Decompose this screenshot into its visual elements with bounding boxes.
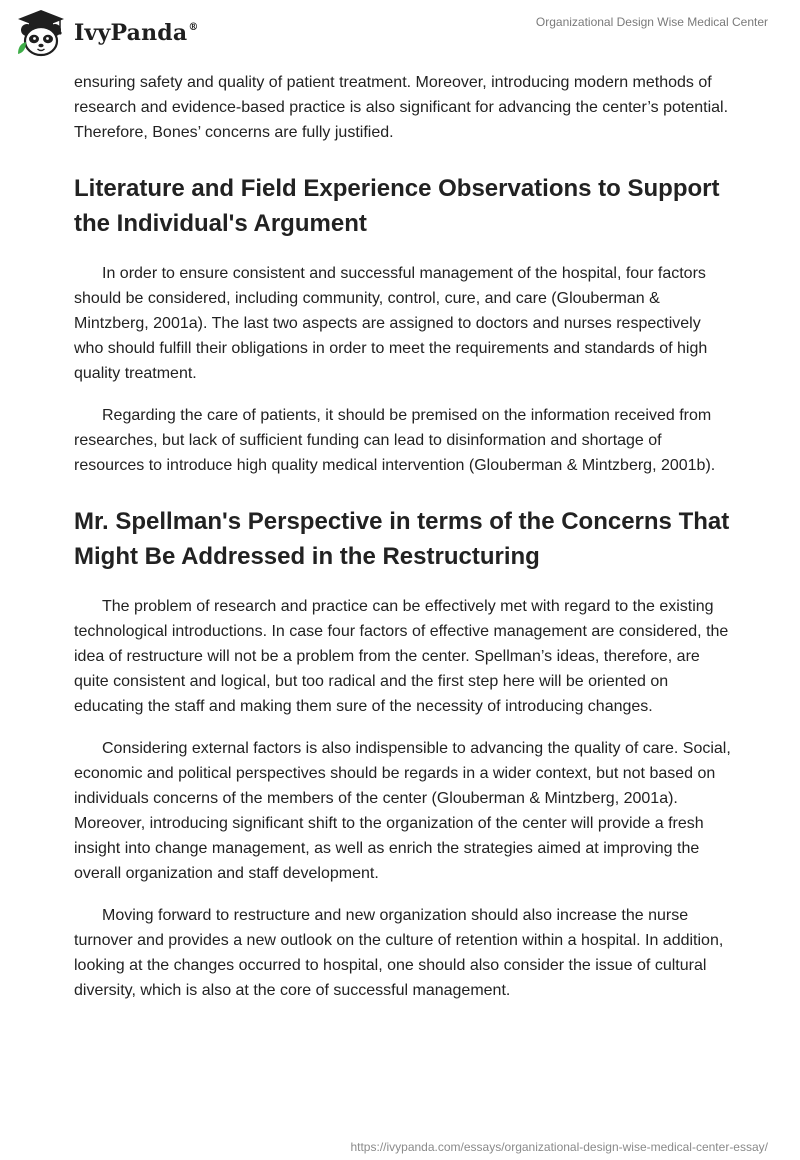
page-header <box>0 0 800 70</box>
document-title: Organizational Design Wise Medical Center <box>535 15 768 29</box>
brand-name: IvyPanda® <box>74 20 199 46</box>
source-url-link[interactable]: https://ivypanda.com/essays/organizational-design-wise-medical-center-essay/ <box>350 1140 768 1154</box>
logo[interactable] <box>14 8 199 58</box>
paragraph: The problem of research and practice can be effectively met with regard to the existing technological introductions. In case four factors of effective management are considered, the idea of restructure will not be a problem from the center. Spellman’s ideas, therefore, are quite consistent and logical, but too radical and the first step here will be oriented on educating the staff and making them sure of the necessity of introducing changes. <box>74 598 729 715</box>
paragraph: Regarding the care of patients, it should be premised on the information received from researches, but lack of sufficient funding can lead to disinformation and shortage of resources to introduce high quality medical intervention (Glouberman & Mintzberg, 2001b). <box>74 407 716 474</box>
intro-paragraph: ensuring safety and quality of patient treatment. Moreover, introducing modern methods of research and evidence-based practice is also significant for advancing the center’s potential. Therefore, Bones’ concerns are fully justified. <box>74 74 729 141</box>
section-heading-spellman: Mr. Spellman's Perspective in terms of the Concerns That Might Be Addressed in the Restructuring <box>74 508 730 570</box>
paragraph: Moving forward to restructure and new organization should also increase the nurse turnover and provides a new outlook on the culture of retention within a hospital. In addition, looking at the changes occurred to hospital, one should also consider the issue of cultural diversity, which is also at the core of successful management. <box>74 907 724 999</box>
section-heading-literature: Literature and Field Experience Observations to Support the Individual's Argument <box>74 175 720 237</box>
essay-content <box>74 70 734 1020</box>
paragraph: In order to ensure consistent and successful management of the hospital, four factors should be considered, including community, control, cure, and care (Glouberman & Mintzberg, 2001a). The last two aspects are assigned to doctors and nurses respectively who should fulfill their obligations in order to meet the requirements and standards of high quality treatment. <box>74 265 708 382</box>
paragraph: Considering external factors is also indispensible to advancing the quality of care. Social, economic and political perspectives should be regards in a wider context, but not based on individuals concerns of the members of the center (Glouberman & Mintzberg, 2001a). Moreover, introducing significant shift to the organization of the center will provide a fresh insight into change management, as well as enrich the strategies aimed at improving the overall organization and staff development. <box>74 740 731 882</box>
registered-mark: ® <box>188 21 199 33</box>
panda-logo-icon <box>14 8 68 58</box>
